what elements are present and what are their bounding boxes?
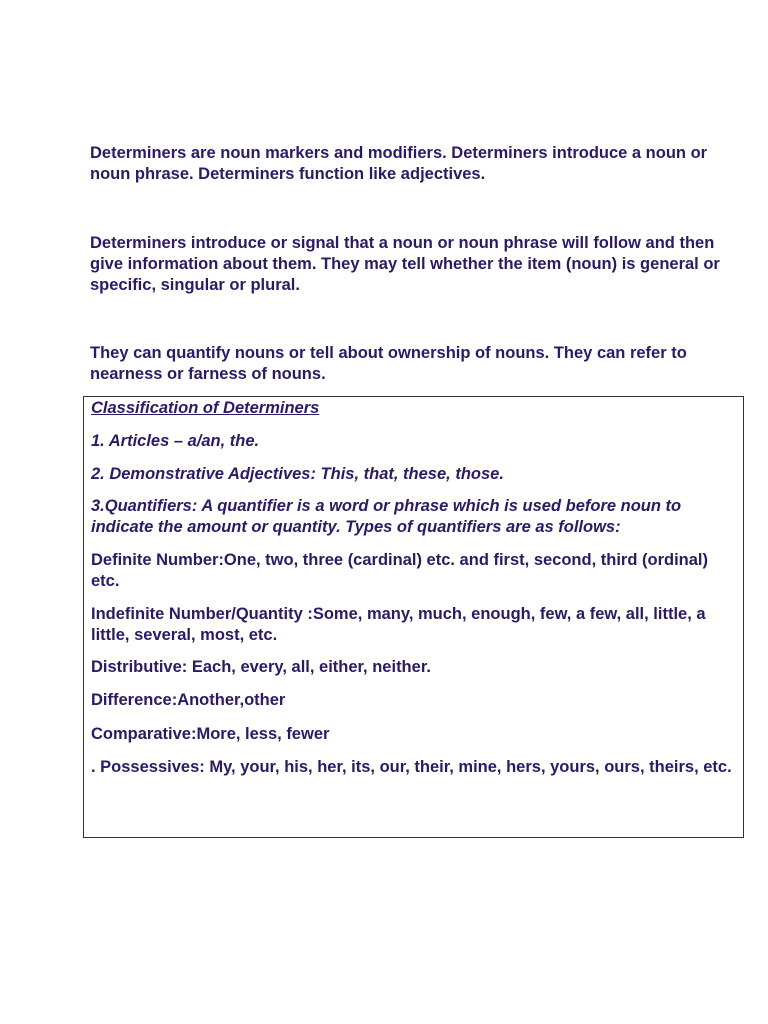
- articles-item: 1. Articles – a/an, the.: [91, 432, 260, 450]
- definite-number-item: Definite Number:One, two, three (cardinal) etc. and first, second, third (ordinal) etc.: [91, 551, 708, 590]
- possessives-item: . Possessives: My, your, his, her, its, our, their, mine, hers, yours, ours, theirs, etc.: [91, 758, 732, 776]
- comparative-item: Comparative:More, less, fewer: [91, 725, 330, 743]
- quantifiers-item: 3.Quantifiers: A quantifier is a word or phrase which is used before noun to indicate the amount or quantity. Types of quantifiers are as follows:: [91, 497, 682, 536]
- classification-heading: Classification of Determiners: [91, 399, 320, 417]
- classification-box: [83, 396, 744, 838]
- intro-paragraph-3: They can quantify nouns or tell about ownership of nouns. They can refer to nearness or farness of nouns.: [90, 344, 687, 383]
- indefinite-number-item: Indefinite Number/Quantity :Some, many, much, enough, few, a few, all, little, a little, several, most, etc.: [91, 605, 706, 644]
- difference-item: Difference:Another,other: [91, 691, 286, 709]
- intro-paragraph-1: Determiners are noun markers and modifiers. Determiners introduce a noun or noun phrase. Determiners function like adjectives.: [90, 144, 708, 183]
- demonstratives-item: 2. Demonstrative Adjectives: This, that, these, those.: [91, 465, 504, 483]
- distributive-item: Distributive: Each, every, all, either, neither.: [91, 658, 431, 676]
- intro-paragraph-2: Determiners introduce or signal that a noun or noun phrase will follow and then give information about them. They may tell whether the item (noun) is general or specific, singular or plural.: [90, 234, 720, 294]
